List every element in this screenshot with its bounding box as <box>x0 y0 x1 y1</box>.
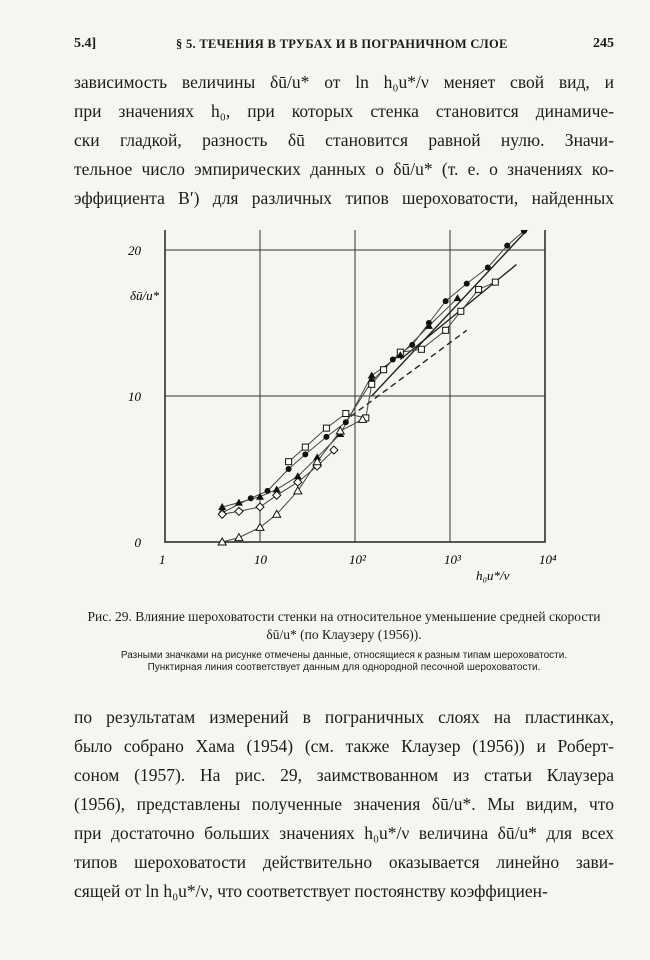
section-number: 5.4] <box>74 36 97 51</box>
x-tick-label: 10² <box>349 552 366 567</box>
data-point-filled-circle <box>464 281 470 287</box>
figure-caption: Рис. 29. Влияние шероховатости стенки на относительное уменьшение средней скорости δū/u* (по Клаузеру (1956)). <box>87 609 601 642</box>
data-point-filled-circle <box>504 243 510 249</box>
series-curve <box>222 298 457 507</box>
figure-29-chart <box>0 230 650 590</box>
data-point-open-square <box>302 444 308 450</box>
data-point-filled-circle <box>443 298 449 304</box>
page-number: 245 <box>593 36 614 51</box>
data-point-filled-circle <box>485 265 491 271</box>
data-point-open-square <box>443 327 449 333</box>
y-tick-label: 0 <box>134 535 141 550</box>
data-point-filled-circle <box>302 451 308 457</box>
text-line: ски гладкой, разность δū становится равной нулю. Значи- <box>74 130 614 150</box>
data-point-open-square <box>492 279 498 285</box>
data-point-open-square <box>286 459 292 465</box>
series-curve <box>222 231 524 513</box>
data-point-filled-triangle <box>454 294 462 301</box>
fit-lines <box>222 230 530 542</box>
text-line: зависимость величины δū/u* от ln h₀u*/ν меняет свой вид, и <box>74 72 614 92</box>
x-axis-label: h₀u*/ν <box>476 568 510 583</box>
series-curve <box>222 419 362 542</box>
data-point-open-square <box>476 286 482 292</box>
y-tick-label: 10 <box>128 389 141 404</box>
text-line: соном (1957). На рис. 29, заимствованном из статьи Клаузера <box>74 765 614 785</box>
text-line: по результатам измерений в пограничных слоях на пластинках, <box>74 707 614 727</box>
data-point-open-square <box>418 346 424 352</box>
running-title: § 5. ТЕЧЕНИЯ В ТРУБАХ И В ПОГРАНИЧНОМ СЛОЕ <box>176 37 508 51</box>
grid-lines <box>165 230 545 542</box>
data-point-filled-triangle <box>256 493 264 500</box>
data-point-filled-triangle <box>368 372 376 379</box>
paragraph-bottom <box>74 705 614 908</box>
data-point-filled-circle <box>265 488 271 494</box>
x-tick-label: 10⁴ <box>539 552 557 567</box>
data-point-open-square <box>458 308 464 314</box>
text-line: типов шероховатости действительно оказывается линейно зави- <box>74 852 614 872</box>
data-point-open-square <box>381 367 387 373</box>
data-point-open-square <box>369 381 375 387</box>
data-point-filled-circle <box>323 434 329 440</box>
data-point-filled-circle <box>409 342 415 348</box>
data-point-filled-circle <box>390 357 396 363</box>
data-point-open-diamond <box>256 503 264 511</box>
y-tick-label: 20 <box>128 243 141 258</box>
x-tick-label: 1 <box>159 552 166 567</box>
x-tick-label: 10 <box>254 552 267 567</box>
text-line: при достаточно больших значениях h₀u*/ν величина δū/u* для всех <box>74 823 614 843</box>
text-line: было собрано Хама (1954) (см. также Клаузер (1956)) и Роберт- <box>74 736 614 756</box>
data-point-filled-circle <box>343 419 349 425</box>
y-axis-label: δū/u* <box>130 288 160 303</box>
data-point-open-diamond <box>235 507 243 515</box>
data-point-open-square <box>323 425 329 431</box>
data-point-open-diamond <box>273 491 281 499</box>
data-markers <box>218 230 527 545</box>
x-tick-label: 10³ <box>444 552 461 567</box>
text-line: тельное число эмпирических данных о δū/u* (т. е. о значениях ко- <box>74 159 614 179</box>
text-line: при значениях h₀, при которых стенка становится динамиче- <box>74 101 614 121</box>
page-header <box>74 36 614 56</box>
text-line: эффициента B′) для различных типов шероховатости, найденных <box>74 188 614 208</box>
text-line: сящей от ln h₀u*/ν, что соответствует постоянству коэффициен- <box>74 881 548 901</box>
text-line: (1956), представлены полученные значения δū/u*. Мы видим, что <box>74 794 614 814</box>
tick-labels <box>128 243 557 567</box>
figure-note: Разными значками на рисунке отмечены данные, относящиеся к разным типам шероховатости. Пунктирная линия соответствует данным для однородной песочной шероховатости. <box>120 650 568 673</box>
data-point-filled-circle <box>286 466 292 472</box>
data-point-open-triangle <box>235 534 243 541</box>
data-point-open-square <box>343 411 349 417</box>
regression-line <box>372 230 531 396</box>
data-point-open-triangle <box>256 523 264 530</box>
paragraph-top <box>74 70 614 215</box>
data-point-open-triangle <box>294 487 302 494</box>
data-point-filled-circle <box>248 495 254 501</box>
